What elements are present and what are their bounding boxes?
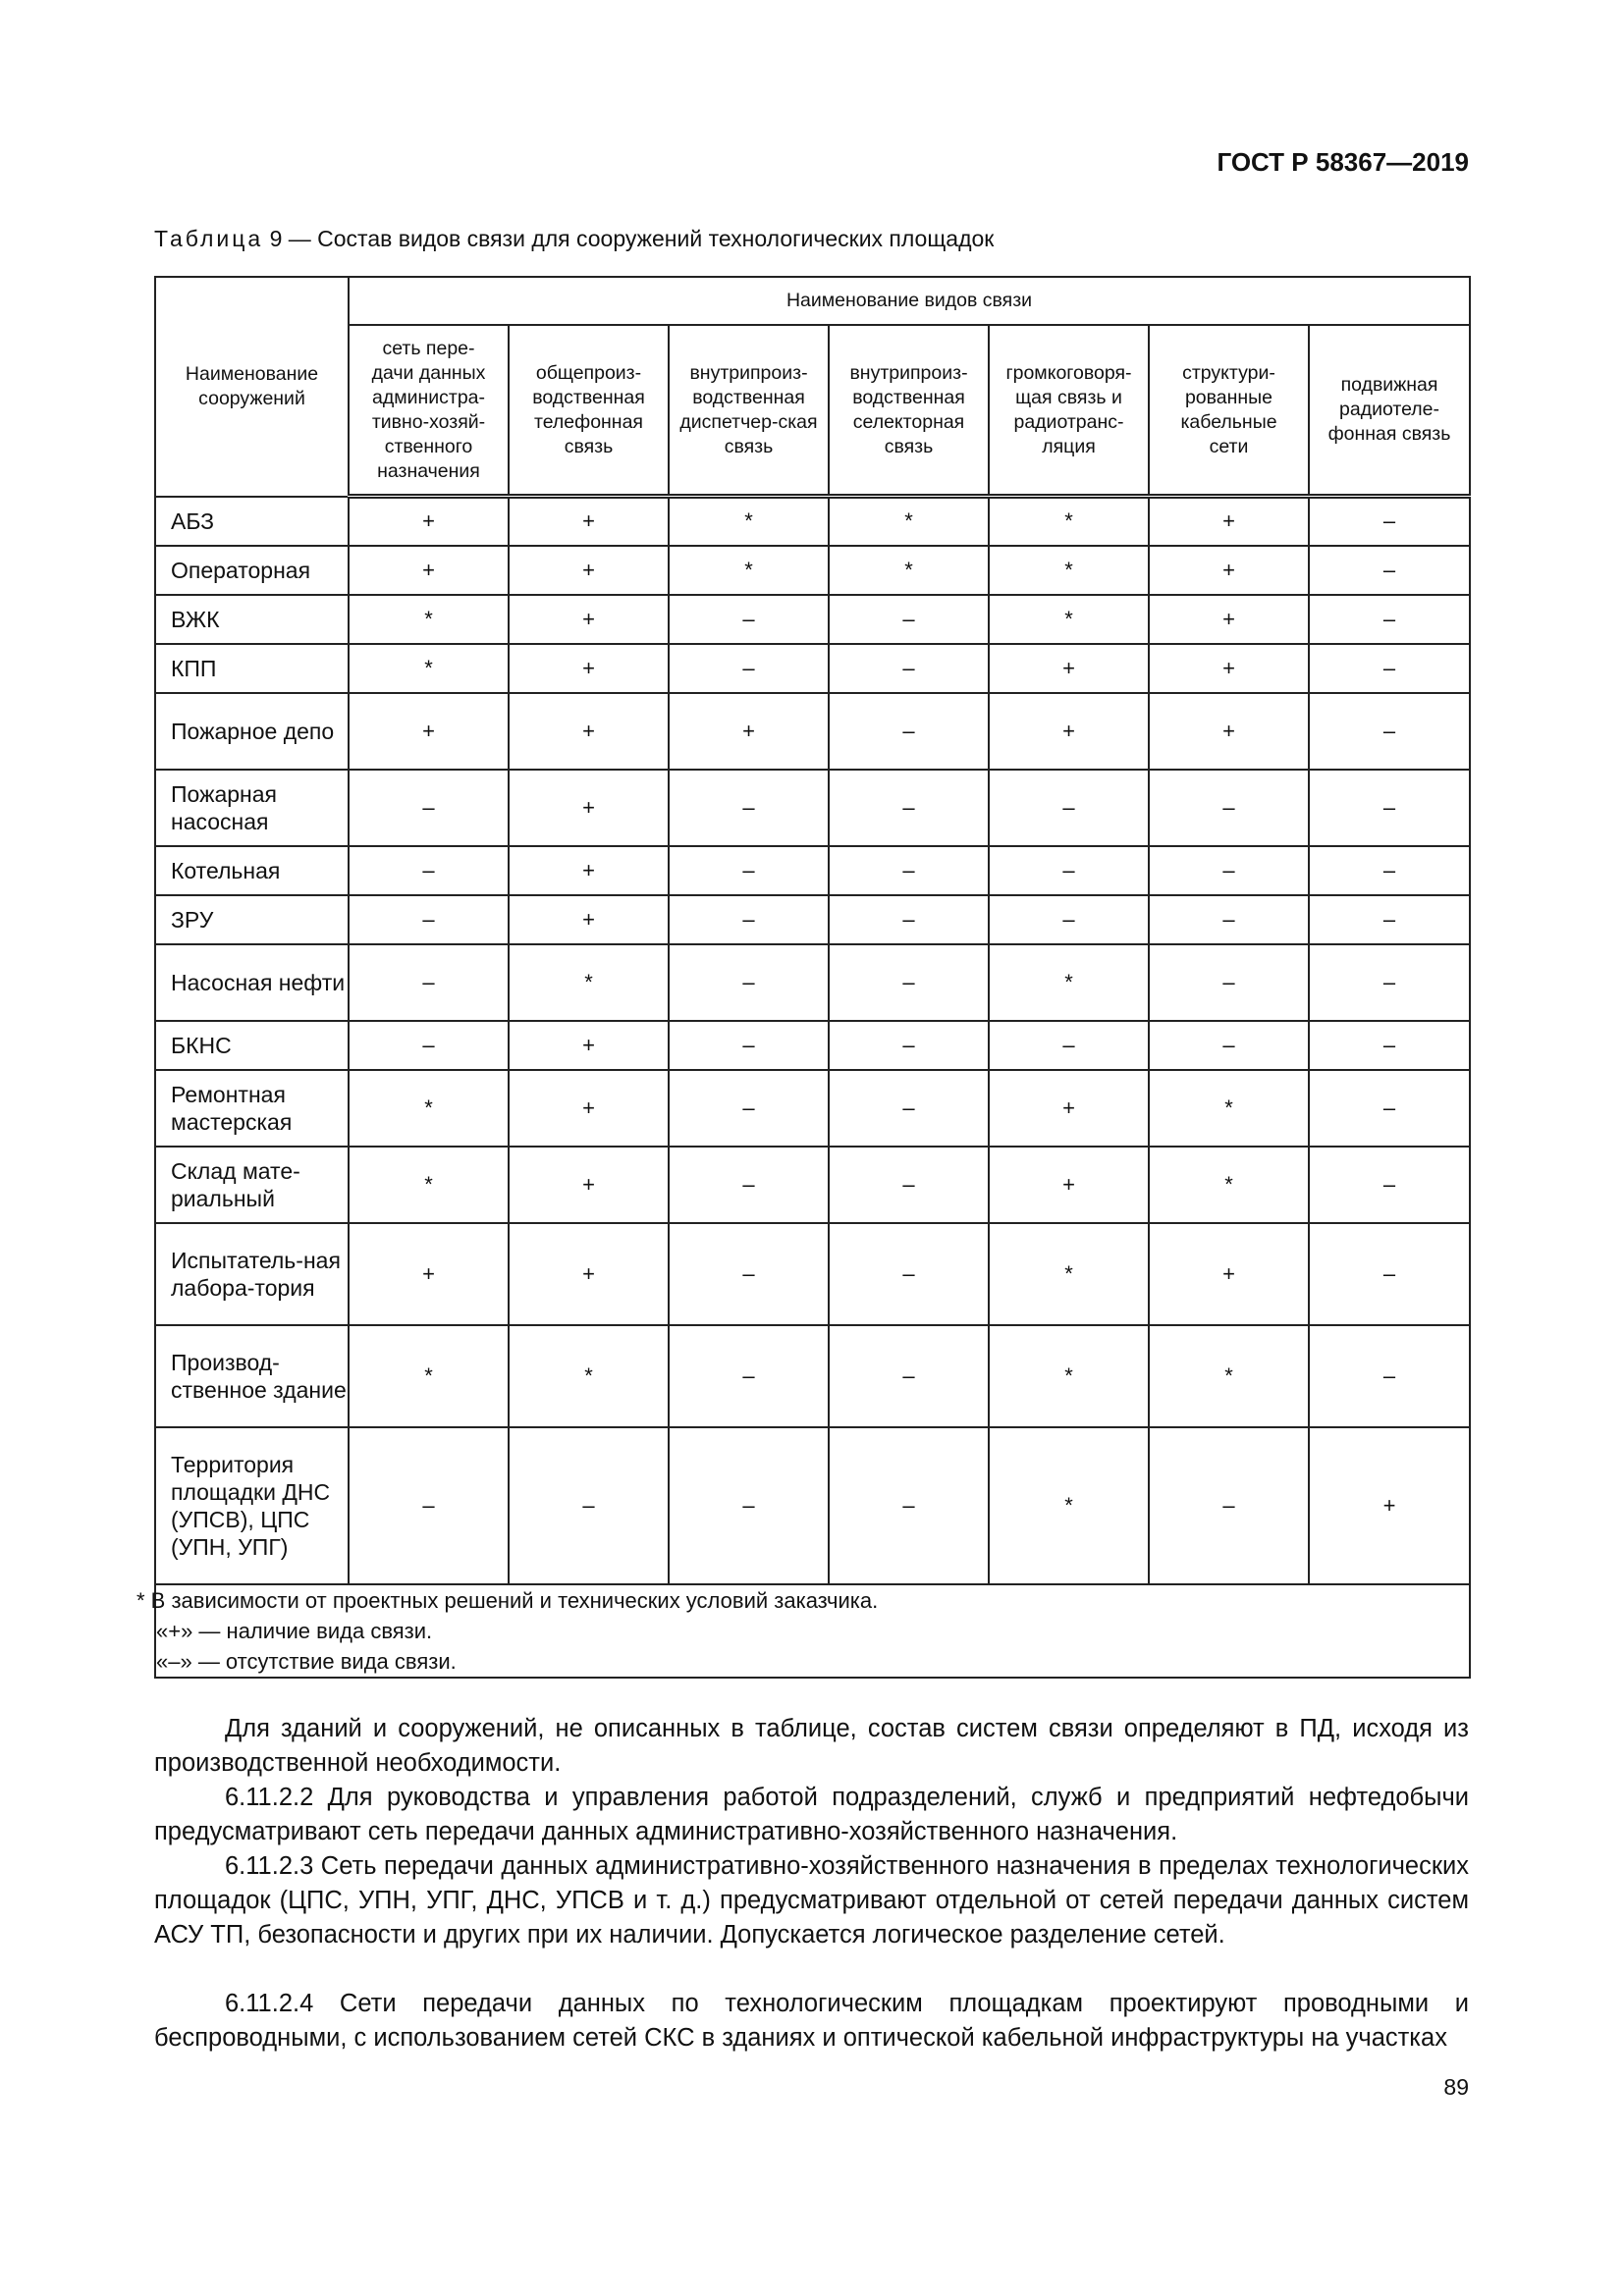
cell: * <box>349 1325 509 1427</box>
cell: – <box>669 644 829 693</box>
cell: + <box>509 770 669 846</box>
cell: + <box>509 895 669 944</box>
cell: * <box>989 1427 1149 1584</box>
cell: + <box>1149 595 1309 644</box>
table-row <box>155 595 1470 644</box>
cell: – <box>1149 846 1309 895</box>
cell: – <box>829 1147 989 1223</box>
cell: * <box>989 595 1149 644</box>
cell: – <box>1309 497 1470 546</box>
cell: – <box>1309 644 1470 693</box>
row-name: Пожарное депо <box>155 693 349 770</box>
cell: + <box>509 546 669 595</box>
cell: + <box>509 1070 669 1147</box>
table-notes-row <box>155 1584 1470 1678</box>
cell: – <box>1149 895 1309 944</box>
cell: – <box>1309 693 1470 770</box>
note-minus: «–» — отсутствие вида связи. <box>156 1648 457 1674</box>
cell: + <box>1309 1427 1470 1584</box>
cell: + <box>509 693 669 770</box>
row-name: Ремонтная мастерская <box>155 1070 349 1147</box>
cell: * <box>669 497 829 546</box>
cell: * <box>669 546 829 595</box>
row-name: АБЗ <box>155 497 349 546</box>
cell: * <box>349 1147 509 1223</box>
cell: + <box>509 595 669 644</box>
cell: – <box>829 1427 989 1584</box>
cell: – <box>1149 944 1309 1021</box>
cell: + <box>989 644 1149 693</box>
cell: + <box>989 1147 1149 1223</box>
paragraph-text: 6.11.2.4 Сети передачи данных по технологическим площадкам проектируют проводными и беспроводными, с использованием сетей СКС в зданиях и оптической кабельной инфраструктуры на участках <box>154 1990 1469 2052</box>
cell: – <box>669 895 829 944</box>
cell: – <box>989 770 1149 846</box>
cell: – <box>349 895 509 944</box>
cell: – <box>829 1223 989 1325</box>
cell: – <box>1309 770 1470 846</box>
cell: * <box>1149 1147 1309 1223</box>
cell: – <box>669 1021 829 1070</box>
table-row <box>155 895 1470 944</box>
cell: + <box>669 693 829 770</box>
cell: * <box>509 944 669 1021</box>
note-plus: «+» — наличие вида связи. <box>156 1618 433 1643</box>
cell: – <box>669 770 829 846</box>
cell: * <box>989 1223 1149 1325</box>
table-row <box>155 546 1470 595</box>
cell: – <box>349 1021 509 1070</box>
table-notes <box>136 1584 1470 1678</box>
cell: + <box>509 846 669 895</box>
cell: – <box>829 1021 989 1070</box>
row-name: Насосная нефти <box>155 944 349 1021</box>
cell: * <box>1149 1325 1309 1427</box>
cell: – <box>1309 1147 1470 1223</box>
paragraph-text: Для зданий и сооружений, не описанных в таблице, состав систем связи определяют в ПД, исходя из производственной необходимости. <box>154 1715 1469 1777</box>
cell: – <box>669 1325 829 1427</box>
cell: + <box>509 1021 669 1070</box>
cell: – <box>1309 1021 1470 1070</box>
table-row <box>155 1070 1470 1147</box>
table-row <box>155 1021 1470 1070</box>
cell: + <box>1149 546 1309 595</box>
cell: – <box>829 644 989 693</box>
row-name: Испытатель-ная лабора-тория <box>155 1223 349 1325</box>
cell: – <box>669 944 829 1021</box>
cell: * <box>989 1325 1149 1427</box>
header-structure-name: Наименование сооружений <box>155 277 349 497</box>
cell: – <box>989 846 1149 895</box>
cell: – <box>989 895 1149 944</box>
row-name: Котельная <box>155 846 349 895</box>
cell: + <box>1149 693 1309 770</box>
table-caption-label: Таблица <box>154 226 264 251</box>
cell: – <box>669 1147 829 1223</box>
cell: – <box>669 1070 829 1147</box>
cell: + <box>349 693 509 770</box>
header-col-2: общепроиз-водственная телефонная связь <box>509 325 669 497</box>
cell: – <box>1149 1021 1309 1070</box>
cell: + <box>509 644 669 693</box>
table-row <box>155 1147 1470 1223</box>
table-caption <box>154 226 994 252</box>
cell: – <box>349 770 509 846</box>
page-number: 89 <box>1443 2074 1469 2100</box>
cell: – <box>669 1223 829 1325</box>
cell: – <box>829 770 989 846</box>
cell: – <box>1309 1070 1470 1147</box>
table-caption-text: 9 — Состав видов связи для сооружений технологических площадок <box>269 226 995 251</box>
row-name: БКНС <box>155 1021 349 1070</box>
paragraph-text: 6.11.2.2 Для руководства и управления работой подразделений, служб и предприятий нефтедобычи предусматривают сеть передачи данных административно-хозяйственного назначения. <box>154 1784 1469 1845</box>
row-name: ВЖК <box>155 595 349 644</box>
header-col-6: структури-рованные кабельные сети <box>1149 325 1309 497</box>
table-row <box>155 1427 1470 1584</box>
cell: – <box>829 846 989 895</box>
cell: * <box>349 595 509 644</box>
row-name: Склад мате-риальный <box>155 1147 349 1223</box>
table-row <box>155 497 1470 546</box>
cell: – <box>829 693 989 770</box>
cell: – <box>1309 595 1470 644</box>
table-row <box>155 693 1470 770</box>
cell: – <box>829 1325 989 1427</box>
cell: – <box>829 895 989 944</box>
cell: + <box>509 1147 669 1223</box>
row-name: Производ-ственное здание <box>155 1325 349 1427</box>
cell: – <box>1149 770 1309 846</box>
cell: * <box>829 546 989 595</box>
cell: – <box>1309 546 1470 595</box>
header-col-3: внутрипроиз-водственная диспетчер-ская связь <box>669 325 829 497</box>
note-asterisk: * В зависимости от проектных решений и технических условий заказчика. <box>136 1587 879 1613</box>
cell: + <box>349 497 509 546</box>
cell: * <box>989 546 1149 595</box>
cell: * <box>1149 1070 1309 1147</box>
header-col-7: подвижная радиотеле-фонная связь <box>1309 325 1470 497</box>
communication-types-table <box>136 276 1471 1679</box>
header-group: Наименование видов связи <box>349 277 1470 325</box>
cell: – <box>1149 1427 1309 1584</box>
cell: * <box>829 497 989 546</box>
cell: – <box>349 846 509 895</box>
header-col-4: внутрипроиз-водственная селекторная связь <box>829 325 989 497</box>
header-col-5: громкоговоря-щая связь и радиотранс-ляция <box>989 325 1149 497</box>
document-code: ГОСТ Р 58367—2019 <box>1217 147 1469 177</box>
cell: + <box>1149 644 1309 693</box>
paragraph-2 <box>154 1781 1469 1849</box>
table-row <box>155 1223 1470 1325</box>
table-row <box>155 644 1470 693</box>
cell: – <box>829 595 989 644</box>
row-name: КПП <box>155 644 349 693</box>
paragraph-4 <box>154 1987 1469 2056</box>
table-row <box>155 944 1470 1021</box>
table-row <box>155 1325 1470 1427</box>
cell: – <box>669 1427 829 1584</box>
paragraph-3 <box>154 1849 1469 1952</box>
row-name: Операторная <box>155 546 349 595</box>
cell: – <box>1309 895 1470 944</box>
table-row <box>155 846 1470 895</box>
cell: * <box>509 1325 669 1427</box>
cell: * <box>349 644 509 693</box>
cell: + <box>1149 497 1309 546</box>
row-name: Территория площадки ДНС (УПСВ), ЦПС (УПН, УПГ) <box>155 1427 349 1584</box>
cell: – <box>829 1070 989 1147</box>
cell: – <box>829 944 989 1021</box>
paragraph-1 <box>154 1712 1469 1781</box>
cell: * <box>349 1070 509 1147</box>
cell: + <box>349 1223 509 1325</box>
table-row <box>155 770 1470 846</box>
cell: – <box>1309 1223 1470 1325</box>
cell: – <box>989 1021 1149 1070</box>
cell: – <box>1309 1325 1470 1427</box>
cell: – <box>1309 944 1470 1021</box>
cell: + <box>1149 1223 1309 1325</box>
cell: + <box>509 497 669 546</box>
row-name: Пожарная насосная <box>155 770 349 846</box>
cell: + <box>509 1223 669 1325</box>
header-col-1: сеть пере-дачи данных администра-тивно-хозяй-ственного назначения <box>349 325 509 497</box>
cell: – <box>669 846 829 895</box>
cell: * <box>989 944 1149 1021</box>
cell: + <box>349 546 509 595</box>
row-name: ЗРУ <box>155 895 349 944</box>
cell: – <box>349 944 509 1021</box>
cell: + <box>989 1070 1149 1147</box>
cell: – <box>1309 846 1470 895</box>
cell: – <box>509 1427 669 1584</box>
cell: * <box>989 497 1149 546</box>
paragraph-text: 6.11.2.3 Сеть передачи данных административно-хозяйственного назначения в пределах технологических площадок (ЦПС, УПН, УПГ, ДНС, УПСВ и т. д.) предусматривают отдельной от сетей передачи данных систем АСУ ТП, безопасности и других при их наличии. Допускается логическое разделение сетей. <box>154 1852 1469 1949</box>
cell: – <box>669 595 829 644</box>
cell: – <box>349 1427 509 1584</box>
cell: + <box>989 693 1149 770</box>
